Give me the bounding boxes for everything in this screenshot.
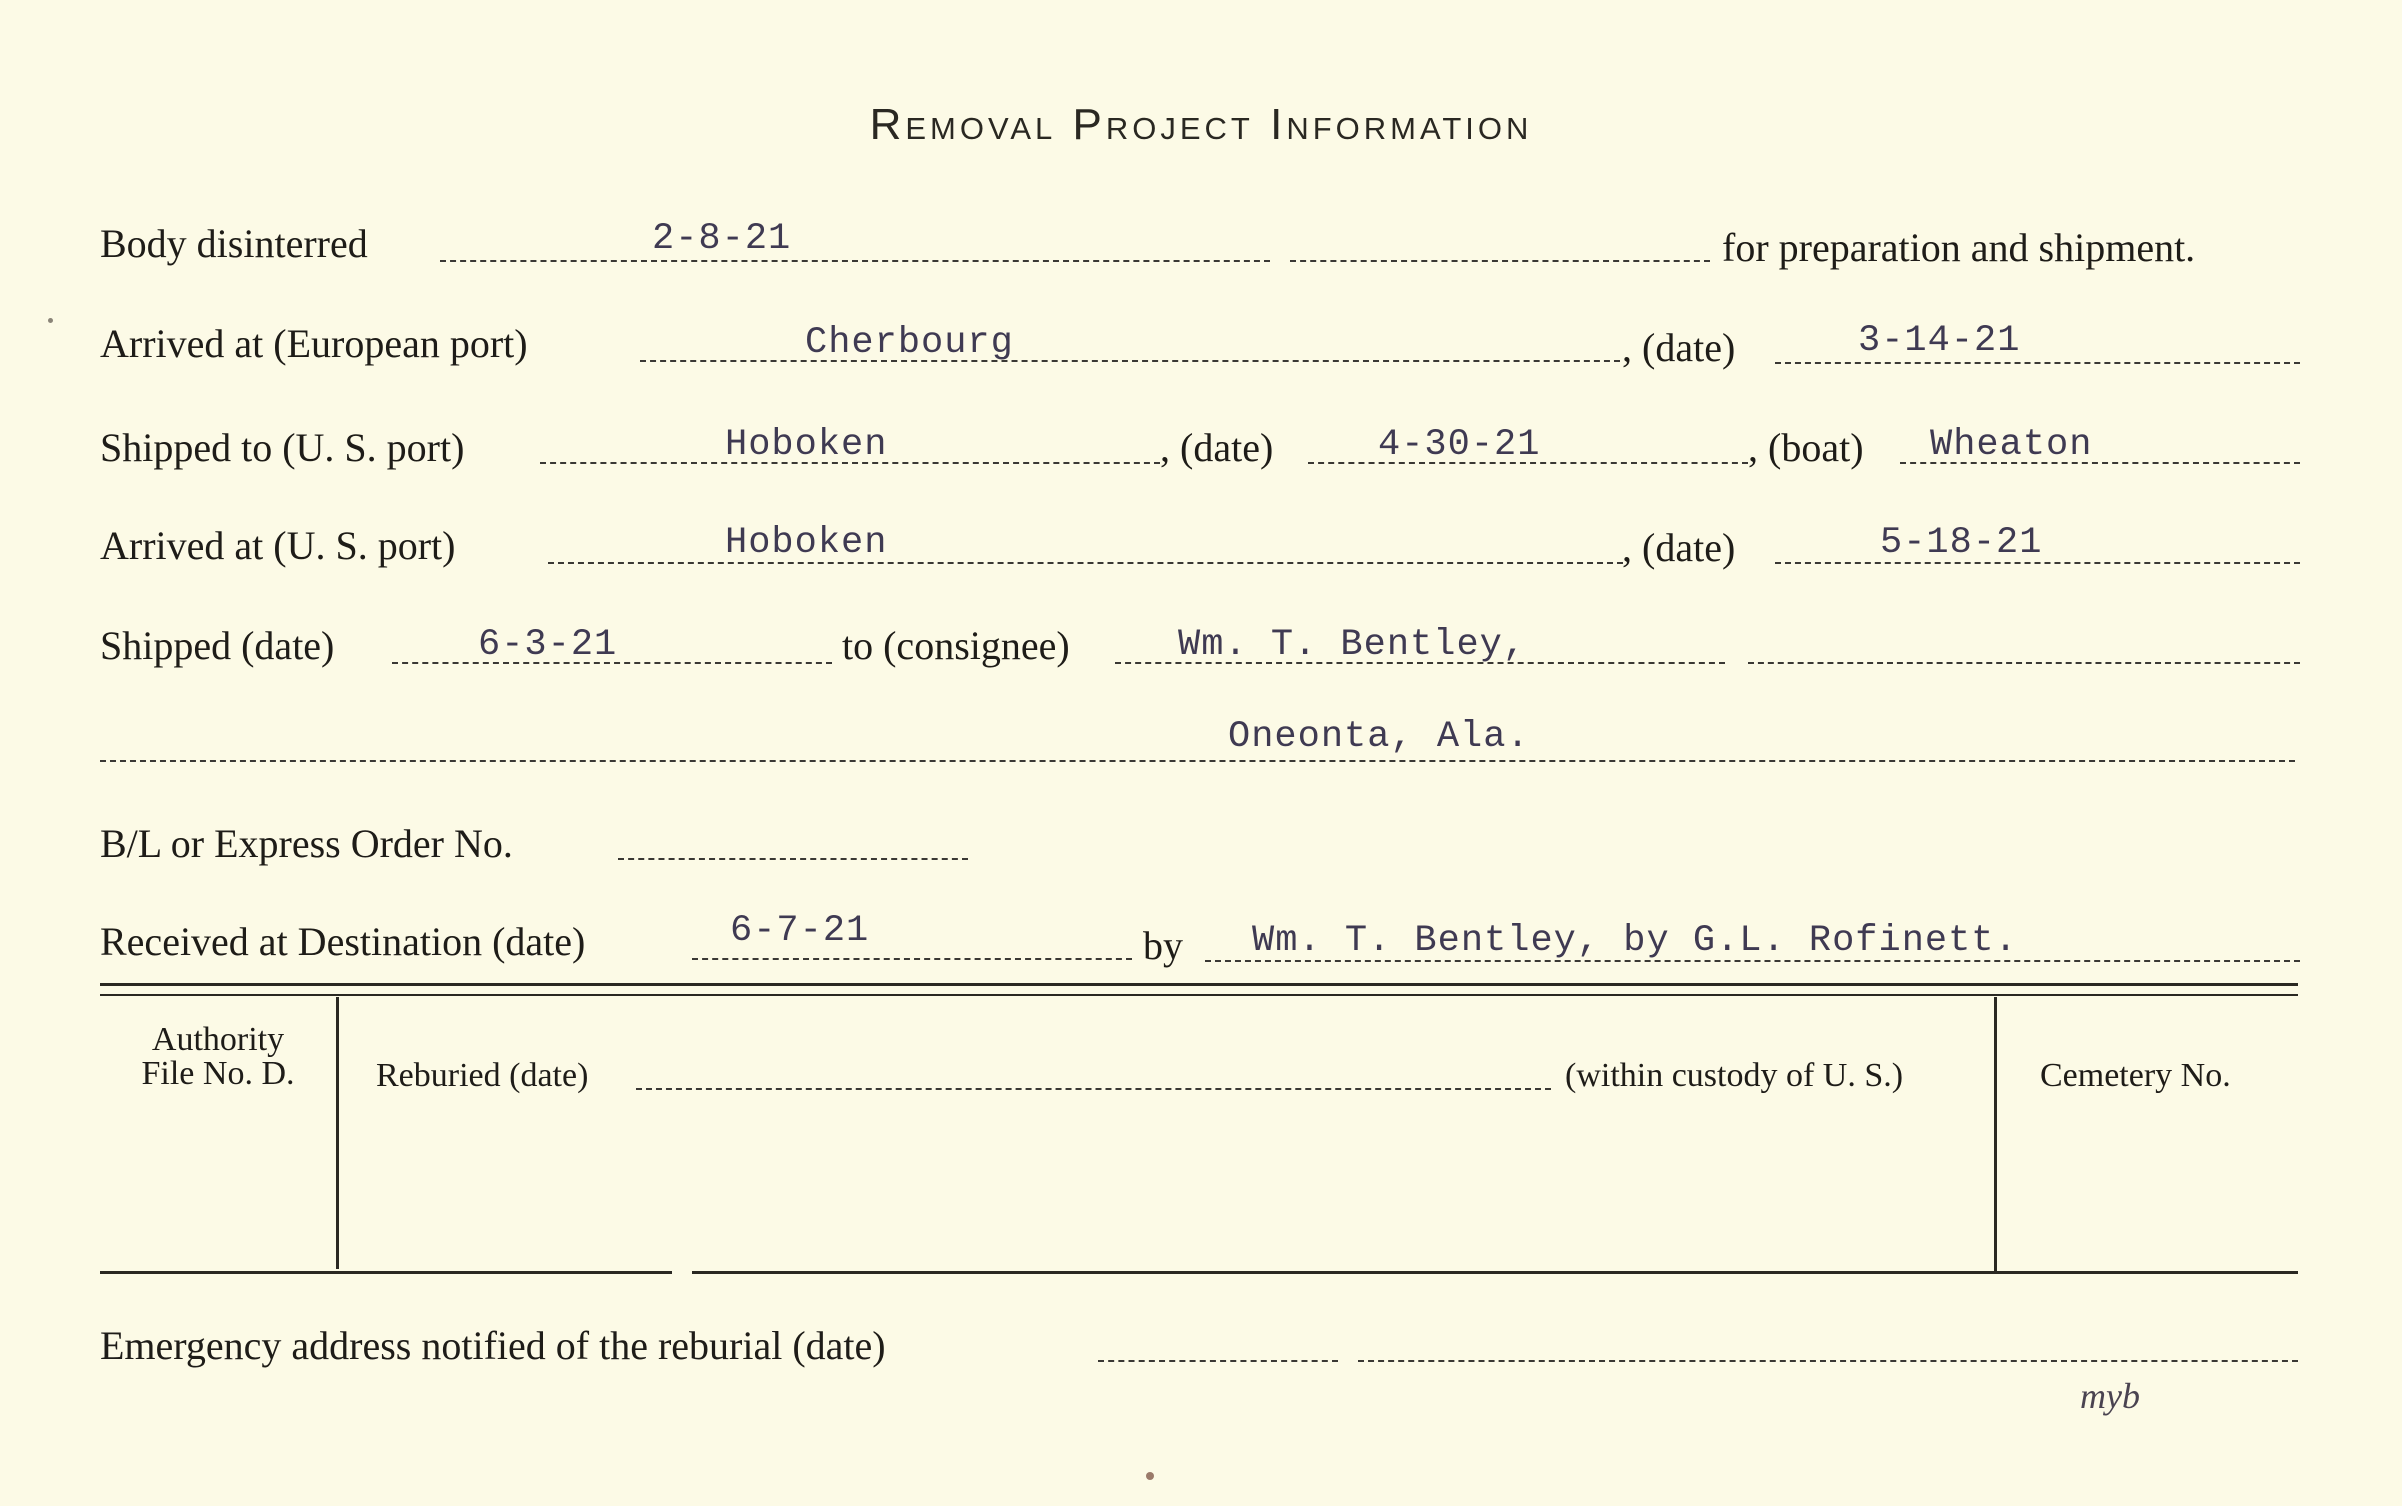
disinterred-date-value: 2-8-21: [652, 218, 792, 260]
consignee-name-value: Wm. T. Bentley,: [1178, 624, 1527, 666]
disinterred-date-line: [440, 260, 1270, 262]
clerk-initials: myb: [2080, 1376, 2140, 1416]
us-port-arrived-value: Hoboken: [725, 522, 888, 564]
authority-label-line-1: Authority: [151, 1021, 285, 1058]
paper-blemish: [1146, 1472, 1154, 1480]
consignee-line-2: [1748, 662, 2300, 664]
arrived-us-label: Arrived at (U. S. port): [100, 523, 456, 568]
authority-column-divider: [336, 997, 339, 1269]
section-divider-top: [100, 983, 2298, 986]
received-destination-label: Received at Destination (date): [100, 919, 586, 964]
european-port-line: [640, 360, 1620, 362]
received-by-value: Wm. T. Bentley, by G.L. Rofinett.: [1252, 920, 2018, 962]
by-label: by: [1143, 923, 1183, 968]
emergency-date-line: [1098, 1360, 1338, 1362]
cemetery-no-label: Cemetery No.: [2040, 1057, 2231, 1094]
emergency-label: Emergency address notified of the reburial (date): [100, 1323, 886, 1368]
lower-rule-right: [692, 1271, 2298, 1274]
european-port-value: Cherbourg: [805, 322, 1014, 364]
shipped-date-label: Shipped (date): [100, 623, 335, 668]
authority-label-line-2: File No. D.: [141, 1055, 295, 1092]
boat-value: Wheaton: [1930, 424, 2093, 466]
us-port-shipped-value: Hoboken: [725, 424, 888, 466]
european-date-line: [1775, 362, 2300, 364]
shipped-date-value: 6-3-21: [478, 624, 618, 666]
within-custody-label: (within custody of U. S.): [1565, 1057, 1904, 1094]
to-consignee-label: to (consignee): [842, 623, 1070, 668]
us-ship-date-label: , (date): [1160, 425, 1274, 470]
received-date-line: [692, 958, 1132, 960]
for-preparation-label: for preparation and shipment.: [1722, 225, 2196, 270]
page-title: Removal Project Information: [869, 100, 1533, 149]
boat-label: , (boat): [1748, 425, 1864, 470]
european-date-label: , (date): [1622, 325, 1736, 370]
reburied-label: Reburied (date): [376, 1057, 589, 1094]
consignee-address-value: Oneonta, Ala.: [1228, 716, 1530, 758]
consignee-address-line: [100, 760, 2295, 762]
section-divider-bottom: [100, 994, 2298, 996]
us-arrival-date-value: 5-18-21: [1880, 522, 2043, 564]
lower-rule-left: [100, 1271, 672, 1274]
bl-order-line: [618, 858, 968, 860]
received-date-value: 6-7-21: [730, 910, 870, 952]
paper-blemish: [48, 318, 53, 323]
reburied-date-line: [636, 1088, 1551, 1090]
authority-label: [100, 1023, 336, 1091]
us-arrival-date-label: , (date): [1622, 525, 1736, 570]
bl-order-label: B/L or Express Order No.: [100, 821, 513, 866]
us-port-arrived-line: [548, 562, 1623, 564]
us-ship-date-value: 4-30-21: [1378, 424, 1541, 466]
emergency-date-line-2: [1358, 1360, 2298, 1362]
arrived-european-label: Arrived at (European port): [100, 321, 528, 366]
european-date-value: 3-14-21: [1858, 320, 2021, 362]
disinterred-extra-line: [1290, 260, 1710, 262]
cemetery-column-divider: [1994, 997, 1997, 1272]
shipped-to-us-label: Shipped to (U. S. port): [100, 425, 465, 470]
body-disinterred-label: Body disinterred: [100, 221, 368, 266]
